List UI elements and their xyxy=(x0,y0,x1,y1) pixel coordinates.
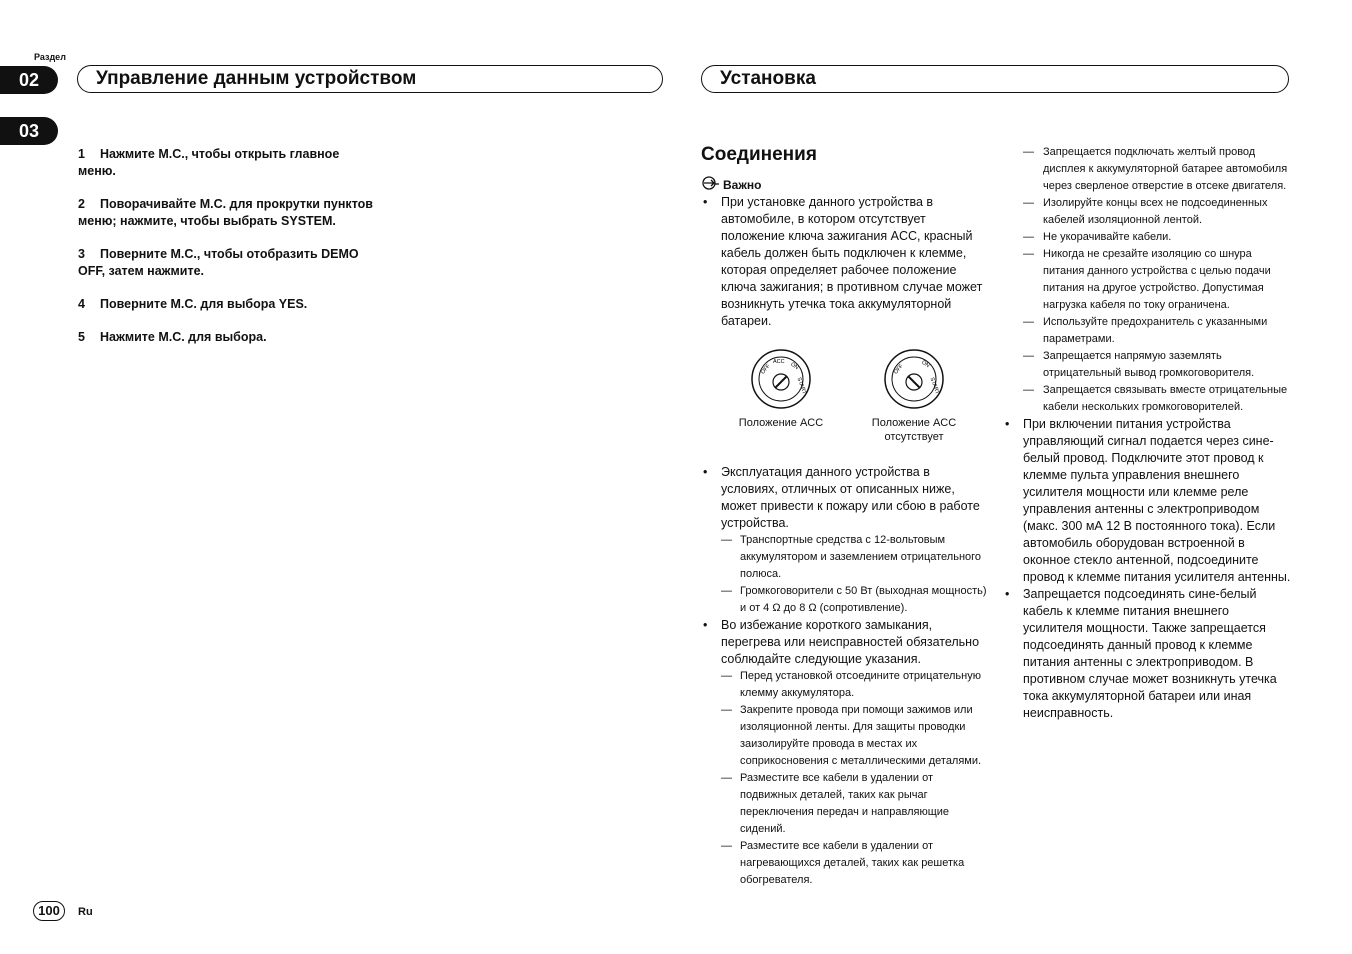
dial-caption-no-acc: Положение ACC отсутствует xyxy=(871,417,957,443)
dial-label-on: ON xyxy=(920,359,931,370)
dash-item: — Изолируйте концы всех не подсоединенных кабелей изоляционной лентой. xyxy=(1023,195,1291,229)
right-section-header: Установка xyxy=(701,65,1289,93)
dash-item: — Запрещается напрямую заземлять отрицательный вывод громкоговорителя. xyxy=(1023,348,1291,382)
step-number: 5 xyxy=(78,330,85,344)
step-text: Поверните M.C. для выбора YES. xyxy=(100,297,308,311)
important-note xyxy=(701,176,761,193)
dial-label-acc: ACC xyxy=(773,359,785,365)
list-item: • Запрещается подсоединять сине-белый кабель к клемме питания внешнего усилителя мощности. Также запрещается подсоединять данный провод к клемме питания антенны с электроприводом. В противном случае может возникнуть утечка тока аккумуляторной батареи или иная неисправность. xyxy=(1003,586,1291,722)
step-text: Нажмите M.C. для выбора. xyxy=(100,330,267,344)
language-code: Ru xyxy=(78,906,93,918)
dash-item: — Громкоговорители с 50 Вт (выходная мощность) и от 4 Ω до 8 Ω (сопротивление). xyxy=(701,583,989,617)
step-number: 4 xyxy=(78,297,85,311)
step-text: Нажмите M.C., чтобы открыть главное меню. xyxy=(78,147,340,178)
list-item: • Эксплуатация данного устройства в условиях, отличных от описанных ниже, может привести к пожару или сбою в работе устройства. xyxy=(701,464,989,532)
ignition-dial-no-acc xyxy=(883,348,945,415)
step-number: 3 xyxy=(78,247,85,261)
dash-item: — Не укорачивайте кабели. xyxy=(1023,229,1291,246)
section-tab-02[interactable]: 02 xyxy=(0,66,58,94)
dial-label-start: START xyxy=(795,376,808,396)
connections-heading: Соединения xyxy=(701,144,817,165)
dash-item: — Разместите все кабели в удалении от нагревающихся деталей, таких как решетка обогревателя. xyxy=(701,838,989,889)
page-number: 100 xyxy=(33,901,65,921)
step-number: 1 xyxy=(78,147,85,161)
list-item: • При включении питания устройства управляющий сигнал подается через сине-белый провод. Подключите этот провод к клемме пульта управления внешнего усилителя мощности или клемме реле управления антенны с электроприводом (макс. 300 мА 12 В постоянного тока). Если автомобиль оборудован встроенной в оконное стекло антенной, подсоедините провод к клемме питания усилителя антенны. xyxy=(1003,416,1291,586)
step-item xyxy=(78,146,378,180)
dash-item: — Транспортные средства с 12-вольтовым аккумулятором и заземлением отрицательного полюса. xyxy=(701,532,989,583)
step-item xyxy=(78,329,378,346)
connections-column-1 xyxy=(701,194,989,889)
dash-item: — Разместите все кабели в удалении от подвижных деталей, таких как рычаг переключения передач и направляющие сидений. xyxy=(701,770,989,838)
ignition-dial-acc xyxy=(750,348,812,415)
section-label: Раздел xyxy=(34,52,66,62)
dash-item: — Запрещается подключать желтый провод дисплея к аккумуляторной батарее автомобиля через сверленое отверстие в отсеке двигателя. xyxy=(1023,144,1291,195)
important-label: Важно xyxy=(723,177,762,192)
dash-item: — Никогда не срезайте изоляцию со шнура питания данного устройства с целью подачи питания на другое устройство. Допустимая нагрузка кабеля по току ограничена. xyxy=(1023,246,1291,314)
connections-column-2 xyxy=(1023,144,1291,722)
step-item xyxy=(78,246,378,280)
step-item xyxy=(78,296,378,313)
steps-list xyxy=(78,146,378,362)
dial-label-on: ON xyxy=(789,361,800,372)
dial-caption-acc: Положение ACC xyxy=(738,417,824,429)
dash-item: — Закрепите провода при помощи зажимов или изоляционной ленты. Для защиты проводки заизолируйте провода в местах их соприкосновения с металлическими деталями. xyxy=(701,702,989,770)
step-item xyxy=(78,196,378,230)
dash-item: — Запрещается связывать вместе отрицательные кабели нескольких громкоговорителей. xyxy=(1023,382,1291,416)
step-text: Поверните M.C., чтобы отобразить DEMO OFF, затем нажмите. xyxy=(78,247,359,278)
dial-label-start: START xyxy=(928,376,941,396)
dash-item: — Перед установкой отсоедините отрицательную клемму аккумулятора. xyxy=(701,668,989,702)
step-text: Поворачивайте M.C. для прокрутки пунктов меню; нажмите, чтобы выбрать SYSTEM. xyxy=(78,197,373,228)
section-tab-03[interactable]: 03 xyxy=(0,117,58,145)
ignition-figure xyxy=(701,330,989,452)
dash-item: — Используйте предохранитель с указанными параметрами. xyxy=(1023,314,1291,348)
left-section-header: Управление данным устройством xyxy=(77,65,663,93)
step-number: 2 xyxy=(78,197,85,211)
list-item: • Во избежание короткого замыкания, перегрева или неисправностей обязательно соблюдайте следующие указания. xyxy=(701,617,989,668)
dial-label-off: OFF xyxy=(760,363,772,376)
list-item: • При установке данного устройства в автомобиле, в котором отсутствует положение ключа зажигания ACC, красный кабель должен быть подключен к клемме, которая определяет рабочее положение ключа зажигания; в противном случае может возникнуть утечка тока аккумуляторной батареи. xyxy=(701,194,989,330)
dial-label-off: OFF xyxy=(893,363,905,376)
important-icon xyxy=(701,176,721,193)
